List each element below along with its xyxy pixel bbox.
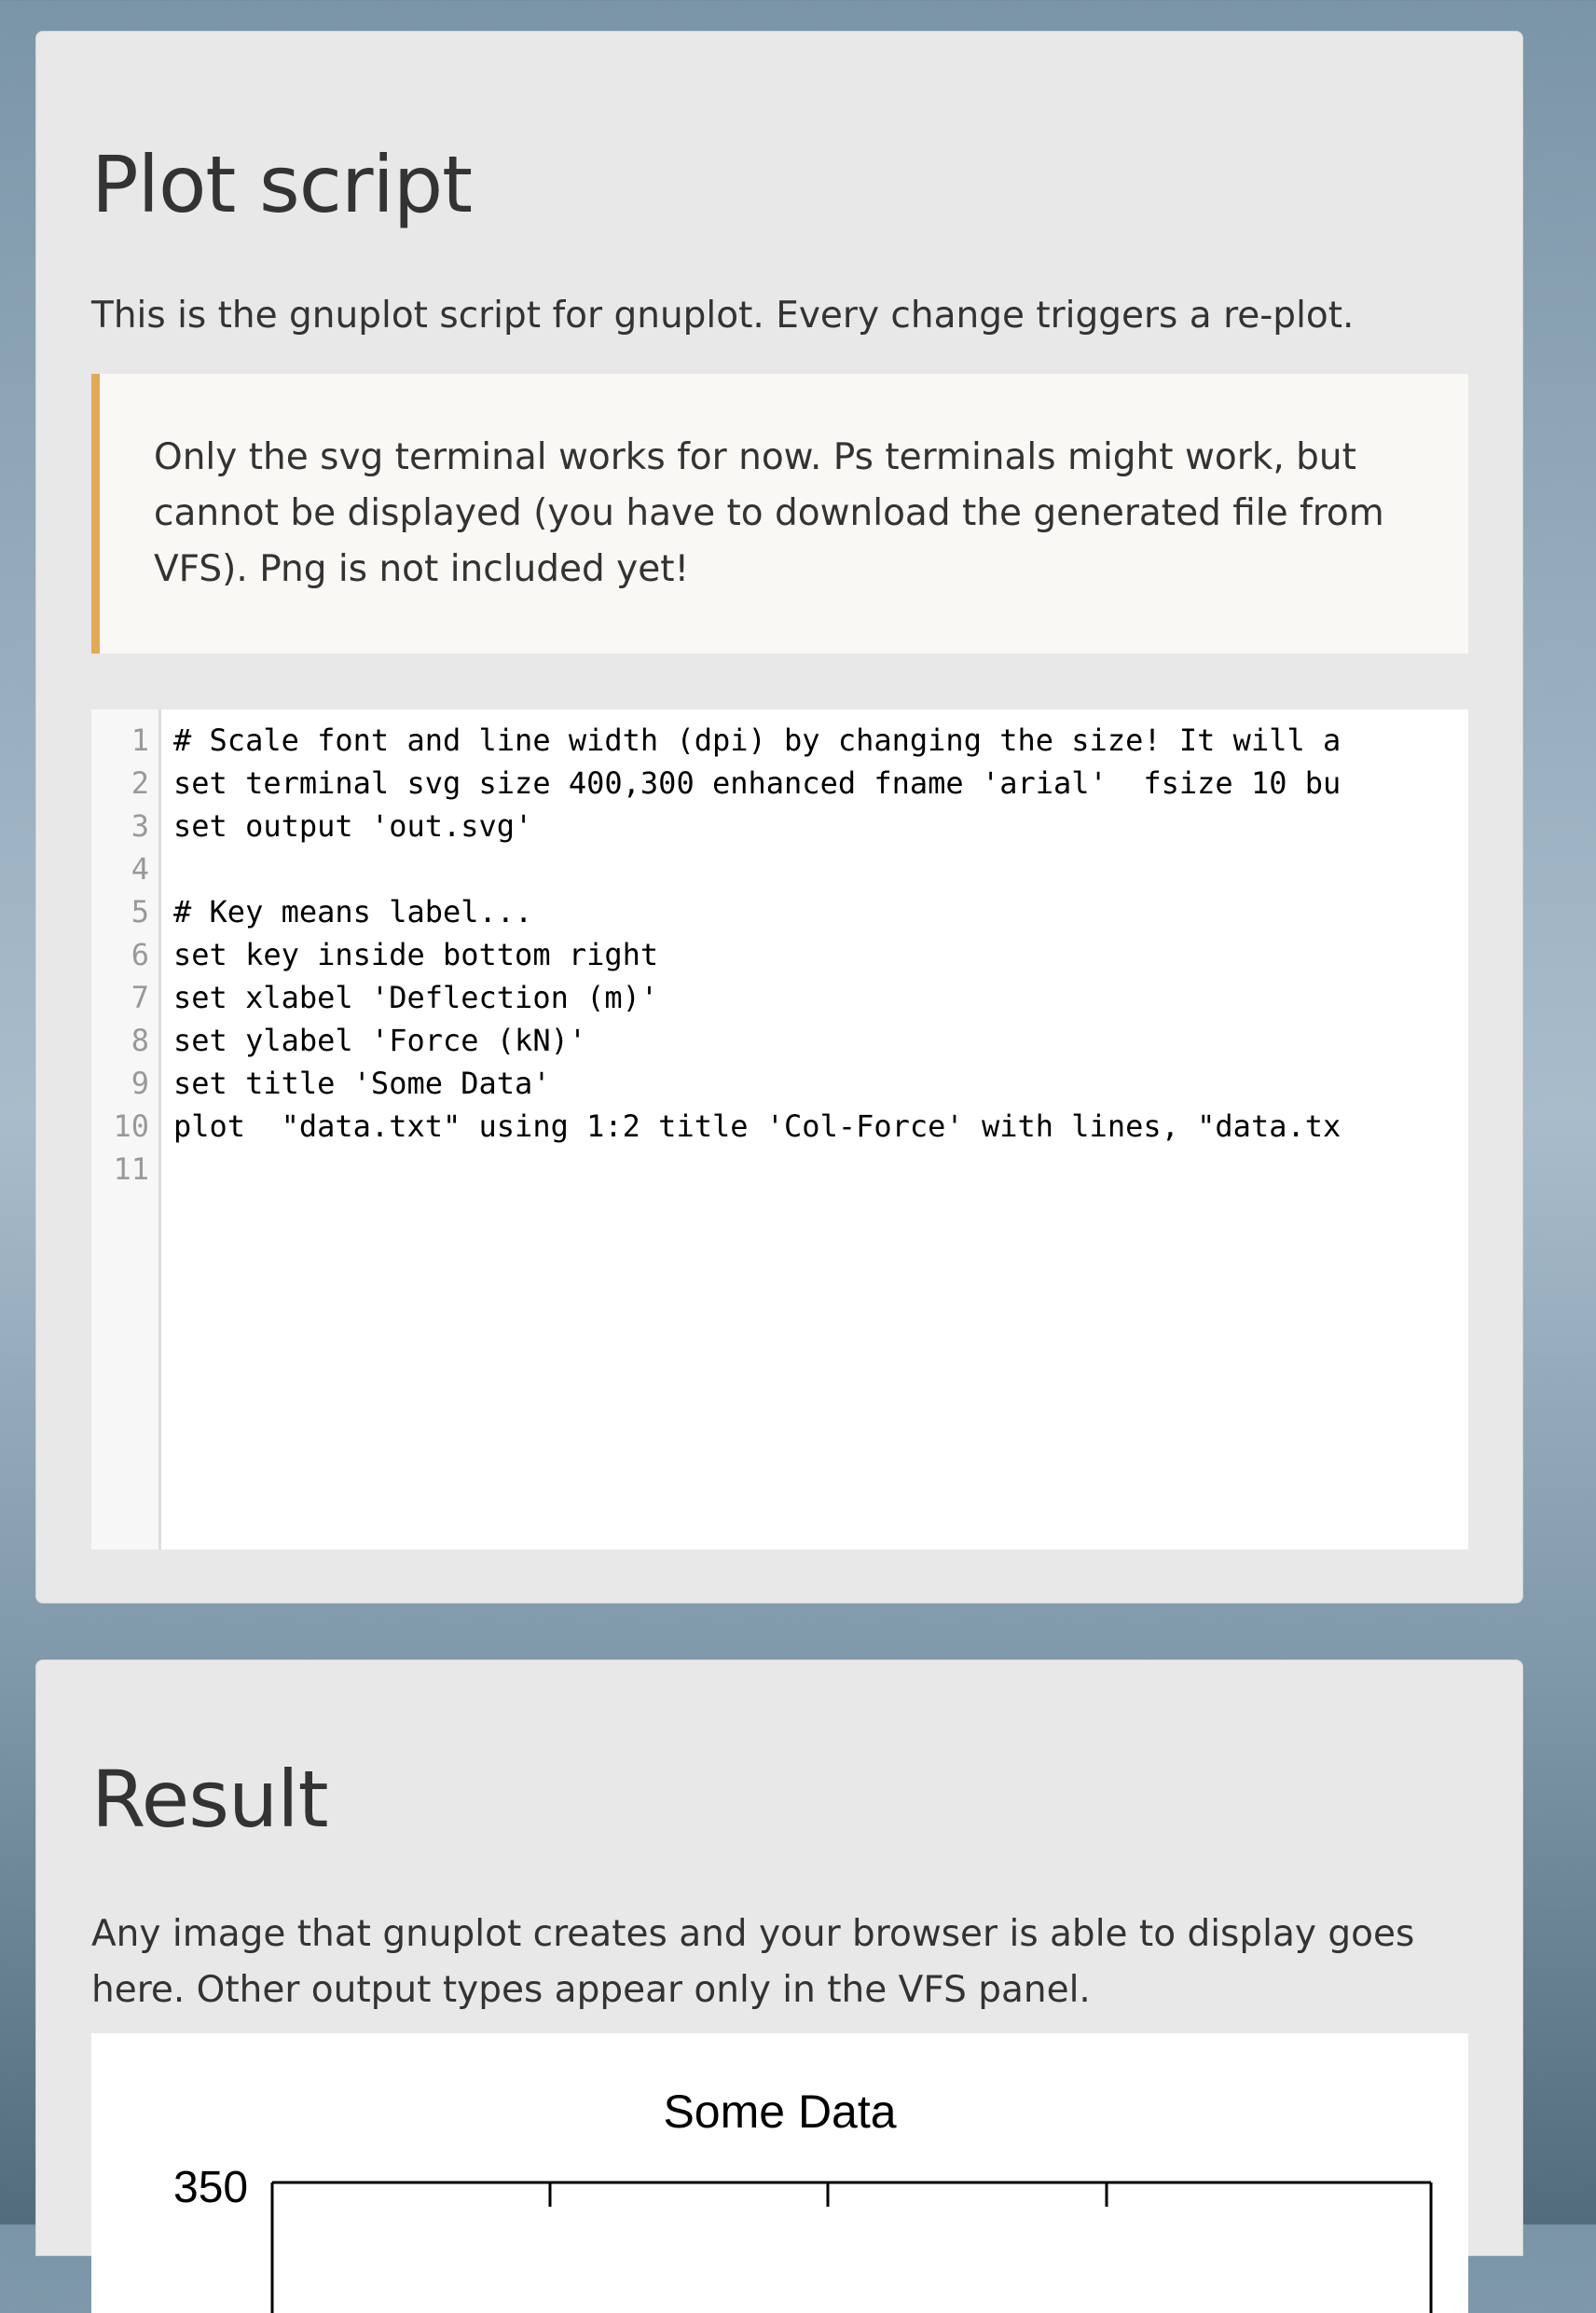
code-text[interactable]: plot "data.txt" using 1:2 title 'Col-Force' with lines, "data.tx [173, 1108, 1341, 1144]
plot-frame [91, 2033, 1468, 2313]
line-number: 7 [131, 980, 149, 1015]
code-line[interactable] [91, 976, 1468, 1019]
line-number: 2 [131, 765, 149, 801]
panel-title: Plot script [91, 139, 473, 230]
code-text[interactable]: set key inside bottom right [173, 937, 659, 972]
code-text[interactable]: set title 'Some Data' [173, 1066, 551, 1101]
line-number: 5 [131, 894, 149, 929]
panel-description: Any image that gnuplot creates and your browser is able to display goes here. Other output types appear only in the VFS panel. [91, 1913, 1415, 2011]
code-line[interactable] [91, 1019, 1468, 1062]
panel-description: This is the gnuplot script for gnuplot. Every change triggers a re-plot. [91, 295, 1355, 337]
code-line[interactable] [91, 847, 1468, 890]
line-number: 9 [131, 1066, 149, 1101]
code-text[interactable]: set xlabel 'Deflection (m)' [173, 980, 659, 1015]
chart-title: Some Data [663, 2086, 897, 2138]
code-text[interactable]: set output 'out.svg' [173, 808, 533, 844]
code-line[interactable] [91, 1062, 1468, 1105]
code-text[interactable]: # Scale font and line width (dpi) by changing the size! It will a [173, 723, 1341, 758]
code-text[interactable]: set ylabel 'Force (kN)' [173, 1023, 587, 1058]
line-number: 6 [131, 937, 149, 972]
code-line[interactable] [91, 805, 1468, 847]
line-number: 1 [131, 723, 149, 758]
line-number: 3 [131, 808, 149, 844]
result-panel [35, 1659, 1523, 2256]
line-number: 10 [113, 1108, 149, 1144]
code-line[interactable] [91, 890, 1468, 933]
warning-note [91, 374, 1468, 654]
line-number: 11 [113, 1151, 149, 1187]
y-tick-label: 350 [173, 2163, 249, 2212]
code-text[interactable]: set terminal svg size 400,300 enhanced fname 'arial' fsize 10 bu [173, 765, 1341, 801]
warning-note-text: Only the svg terminal works for now. Ps terminals might work, but cannot be displayed (you have to download the generated file from VFS). Png is not included yet! [154, 436, 1384, 590]
code-line[interactable] [91, 933, 1468, 976]
code-line[interactable] [91, 719, 1468, 762]
line-number: 8 [131, 1023, 149, 1058]
code-line[interactable] [91, 1105, 1468, 1148]
panel-title: Result [91, 1754, 328, 1845]
plot-output [91, 2033, 1468, 2313]
code-text[interactable]: # Key means label... [173, 894, 533, 929]
code-editor[interactable] [91, 709, 1468, 1549]
code-line[interactable] [91, 1148, 1468, 1191]
code-line[interactable] [91, 762, 1468, 805]
line-number: 4 [131, 851, 149, 887]
plot-script-panel [35, 31, 1523, 1604]
